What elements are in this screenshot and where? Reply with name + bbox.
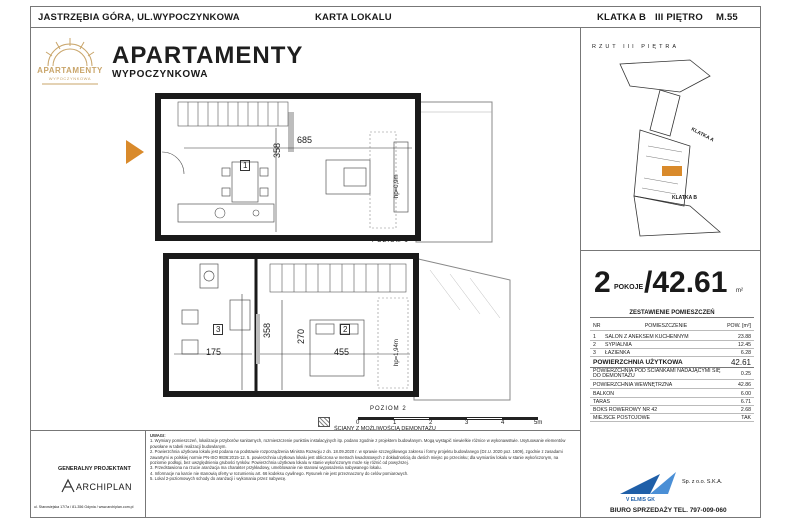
dim-height-l2-bed: 270 [296, 328, 306, 344]
row-name: POWIERZCHNIA WEWNĘTRZNA [593, 381, 673, 388]
table-row [590, 349, 754, 357]
rooms-count: 2 [594, 266, 611, 299]
unit-area: /42.61 [644, 266, 728, 299]
usable-area-total: 42.61 [730, 358, 751, 367]
scale-tick-5: 5m [534, 420, 543, 426]
notes [150, 433, 575, 482]
designer-address: ul. Starowiejska 17/7a / 81-356 Gdynia / www.archiplan.com.pl [34, 505, 134, 509]
table-row [590, 390, 754, 398]
logo-subtext: WYPOCZYNKOWA [48, 76, 92, 81]
legend-text: ŚCIANY Z MOŻLIWOŚCIĄ DEMONTAŻU [334, 426, 436, 432]
row-value: 0.25 [740, 371, 751, 377]
keyplan-label-b: KLATKA B [672, 195, 697, 201]
rooms-label: POKOJE [614, 284, 644, 291]
room-number-2: 2 [340, 324, 350, 335]
col-nr: NR [593, 322, 601, 329]
row-nr: 2 [593, 341, 596, 348]
notes-title: UWAGI: [150, 433, 166, 438]
row-area: 12.45 [738, 341, 751, 348]
scale-tick-1: 1 [393, 420, 397, 426]
row-area: 6.28 [740, 349, 751, 356]
keyplan-label-a: KLATKA A [690, 126, 715, 144]
table-row [590, 333, 754, 341]
row-value: 2.68 [740, 406, 751, 413]
designer-divider [145, 430, 146, 518]
row-area: 23.88 [738, 333, 751, 340]
rooms-table-title: ZESTAWIENIE POMIESZCZEŃ [590, 310, 754, 318]
developer-suffix: Sp. z o.o. S.K.A. [682, 479, 723, 485]
col-name: POMIESZCZENIE [644, 322, 688, 329]
designer-label: GENERALNY PROJEKTANT [58, 466, 131, 472]
row-name: BOKS ROWEROWY NR 42 [593, 406, 658, 413]
rooms-table-header [590, 321, 754, 331]
header-card-title: KARTA LOKALU [315, 12, 392, 23]
table-row [590, 414, 754, 422]
designer-name: ARCHIPLAN [76, 482, 133, 492]
dim-width-l2-bath: 175 [206, 347, 222, 357]
row-name: ŁAZIENKA [605, 349, 631, 356]
table-row [590, 398, 754, 406]
scale-bar [358, 417, 538, 420]
row-value: 42.86 [738, 381, 751, 388]
row-name: SYPIALNIA [605, 341, 632, 348]
col-area: POW. [m²] [727, 322, 751, 329]
note-item: 4. Informacje na karcie nie stanowią oferty w rozumieniu art. 66 kodeksu cywilnego. Rysunek nie jest przeznaczony do celów pomiarowych. [150, 470, 409, 476]
row-value: TAK [741, 414, 751, 421]
keyplan-drawing [600, 56, 750, 241]
header-unit: M.55 [716, 12, 738, 23]
legend-swatch [318, 417, 330, 427]
level-2-label: POZIOM 2 [370, 406, 407, 412]
row-name: BALKON [593, 390, 615, 397]
developer-logo-icon [620, 472, 680, 496]
header-staircase: KLATKA B [597, 12, 647, 23]
row-nr: 1 [593, 333, 596, 340]
brand-subtitle: WYPOCZYNKOWA [112, 69, 209, 80]
note-item: 1. Wymiary pomieszczeń, lokalizacje przyborów sanitarnych, rozmieszczenie punktów instalacyjnych itp. podano zgodnie z projektem budowlanym. Mogą wystąpić niewielkie różnice w wykonawstwie. Usytuowanie elementów powołane w tabeli realizacji budowlanym. [150, 438, 566, 449]
hatch-height-l1: hp=0,9m [394, 174, 400, 198]
sunrise-logo-icon [34, 32, 106, 90]
developer-name: V ELMIS GK [626, 497, 655, 503]
level-1-label: POZIOM 1 [372, 238, 409, 244]
dim-height-l1: 358 [272, 142, 282, 158]
floor-plan-level-1 [148, 92, 498, 252]
table-row [590, 369, 754, 380]
note-item: 5. Lokal 2-poziomowych schody do aranżacji i wykonania przez nabywcę. [150, 476, 287, 482]
scale-tick-3: 3 [465, 420, 469, 426]
brand-logo [34, 32, 106, 90]
keyplan-divider [580, 250, 761, 251]
row-name: MIEJSCE POSTOJOWE [593, 414, 650, 421]
scale-tick-0: 0 [356, 420, 360, 426]
row-value: 6.71 [740, 398, 751, 405]
table-row [590, 341, 754, 349]
entrance-arrow-icon [126, 140, 144, 164]
row-nr: 3 [593, 349, 596, 356]
note-item: 2. Powierzchnia użytkowa lokalu jest podana na podstawie rozporządzenia Ministra Rozwoju z dn. 18.09.2020 r. w sprawie szczegółowego zakresu i formy projektu budowlanego (Dz.U. 2020 poz. 1609), zgodnie z zasadami zawartymi w polskiej normie PN-ISO 9836:2015-12. 5. powierzchnia użytkowa lokalu jest obliczona w metrach kwadratowych z dokładnością do dwóch miejsc po przecinku; dla wymiarów lokalu w stanie wykończonym, na poziomie podłogi, bez uwzględnienia grubości tynków. Powierzchnia użytkowa lokalu w stanie wykończonym może się różnić od powyższej. [150, 449, 563, 466]
room-number-3: 3 [213, 324, 223, 335]
brand-title: APARTAMENTY [112, 42, 304, 69]
table-row [590, 381, 754, 389]
header-divider [30, 27, 761, 28]
row-name: SALON Z ANEKSEM KUCHENNYM [605, 333, 689, 340]
usable-area-row [590, 358, 754, 368]
note-item: 3. Przedstawiona na rzucie aranżacja ma charakter przykładowy, umeblowanie nie stanowi wyposażenia nabywanego lokalu. [150, 465, 382, 471]
notes-divider [30, 430, 580, 431]
dim-height-l2-bath: 358 [262, 322, 272, 338]
logo-text: APARTAMENTY [37, 66, 103, 75]
archiplan-logo-icon [60, 478, 76, 494]
dim-width-l1: 685 [297, 135, 313, 145]
dim-width-l2-bed: 455 [334, 347, 350, 357]
scale-tick-2: 2 [429, 420, 433, 426]
sales-phone: BIURO SPRZEDAŻY TEL. 797-009-060 [610, 507, 727, 514]
hatch-height-l2: hp=1,94m [394, 339, 400, 366]
row-name: POWIERZCHNIA POD ŚCIANKAMI NADAJĄCYMI SIĘ DO DEMONTAŻU [593, 368, 721, 379]
area-unit: m² [736, 288, 743, 294]
header-floor: III PIĘTRO [655, 12, 703, 23]
right-column-divider [580, 27, 581, 518]
header-location: JASTRZĘBIA GÓRA, UL.WYPOCZYNKOWA [38, 12, 240, 23]
row-value: 6.00 [740, 390, 751, 397]
table-row [590, 406, 754, 414]
keyplan-label: RZUT III PIĘTRA [592, 44, 680, 50]
room-number-1: 1 [240, 160, 250, 171]
scale-tick-4: 4 [501, 420, 505, 426]
usable-area-title: POWIERZCHNIA UŻYTKOWA [593, 359, 683, 366]
row-name: TARAS [593, 398, 610, 405]
